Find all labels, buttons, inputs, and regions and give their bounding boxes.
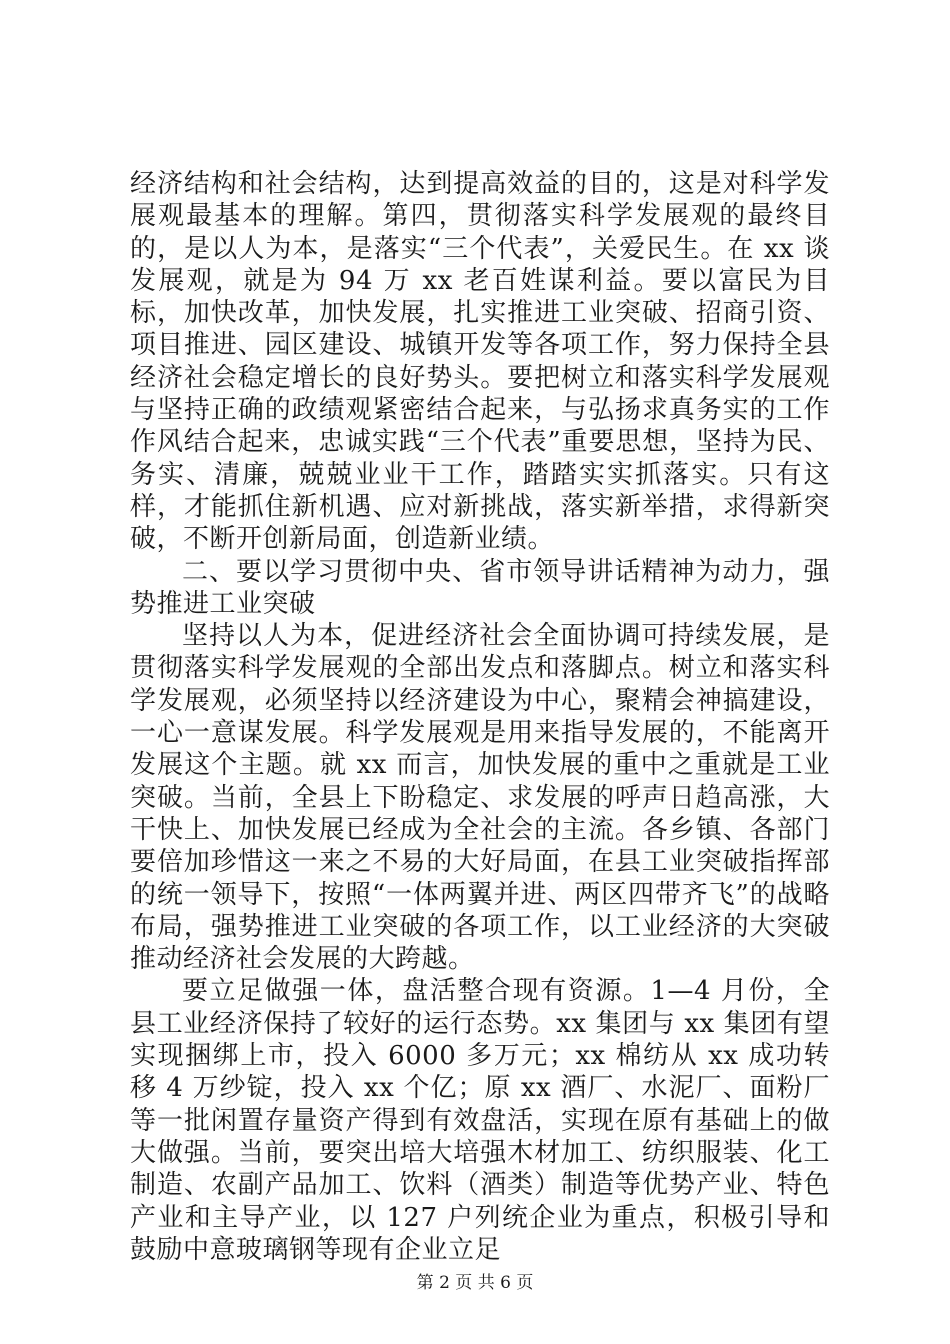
document-body <box>130 168 830 1266</box>
paragraph: 经济结构和社会结构，达到提高效益的目的，这是对科学发展观最基本的理解。第四，贯彻落实科学发展观的最终目的，是以人为本，是落实“三个代表”，关爱民生。在 xx 谈发展观，就是为 94 万 xx 老百姓谋利益。要以富民为目标，加快改革，加快发展，扎实推进工业突破、招商引资、项目推进、园区建设、城镇开发等各项工作，努力保持全县经济社会稳定增长的良好势头。要把树立和落实科学发展观与坚持正确的政绩观紧密结合起来，与弘扬求真务实的工作作风结合起来，忠诚实践“三个代表”重要思想，坚持为民、务实、清廉，兢兢业业干工作，踏踏实实抓落实。只有这样，才能抓住新机遇、应对新挑战，落实新举措，求得新突破，不断开创新局面，创造新业绩。 <box>130 169 830 555</box>
page-footer: 第 2 页 共 6 页 <box>416 1273 534 1293</box>
section-heading: 二、要以学习贯彻中央、省市领导讲话精神为动力，强势推进工业突破 <box>130 556 830 619</box>
paragraph: 要立足做强一体，盘活整合现有资源。1—4 月份，全县工业经济保持了较好的运行态势。xx 集团与 xx 集团有望实现捆绑上市，投入 6000 多万元；xx 棉纺从 xx 成功转移 4 万纱锭，投入 xx 个亿；原 xx 酒厂、水泥厂、面粉厂等一批闲置存量资产得到有效盘活，实现在原有基础上的做大做强。当前，要突出培大培强木材加工、纺织服装、化工制造、农副产品加工、饮料（酒类）制造等优势产业、特色产业和主导产业，以 127 户列统企业为重点，积极引导和鼓励中意玻璃钢等现有企业立足 <box>130 976 830 1265</box>
paragraph: 坚持以人为本，促进经济社会全面协调可持续发展，是贯彻落实科学发展观的全部出发点和落脚点。树立和落实科学发展观，必须坚持以经济建设为中心，聚精会神搞建设，一心一意谋发展。科学发展观是用来指导发展的，不能离开发展这个主题。就 xx 而言，加快发展的重中之重就是工业突破。当前，全县上下盼稳定、求发展的呼声日趋高涨，大干快上、加快发展已经成为全社会的主流。各乡镇、各部门要倍加珍惜这一来之不易的大好局面，在县工业突破指挥部的统一领导下，按照“一体两翼并进、两区四带齐飞”的战略布局，强势推进工业突破的各项工作，以工业经济的大突破推动经济社会发展的大跨越。 <box>130 621 830 975</box>
